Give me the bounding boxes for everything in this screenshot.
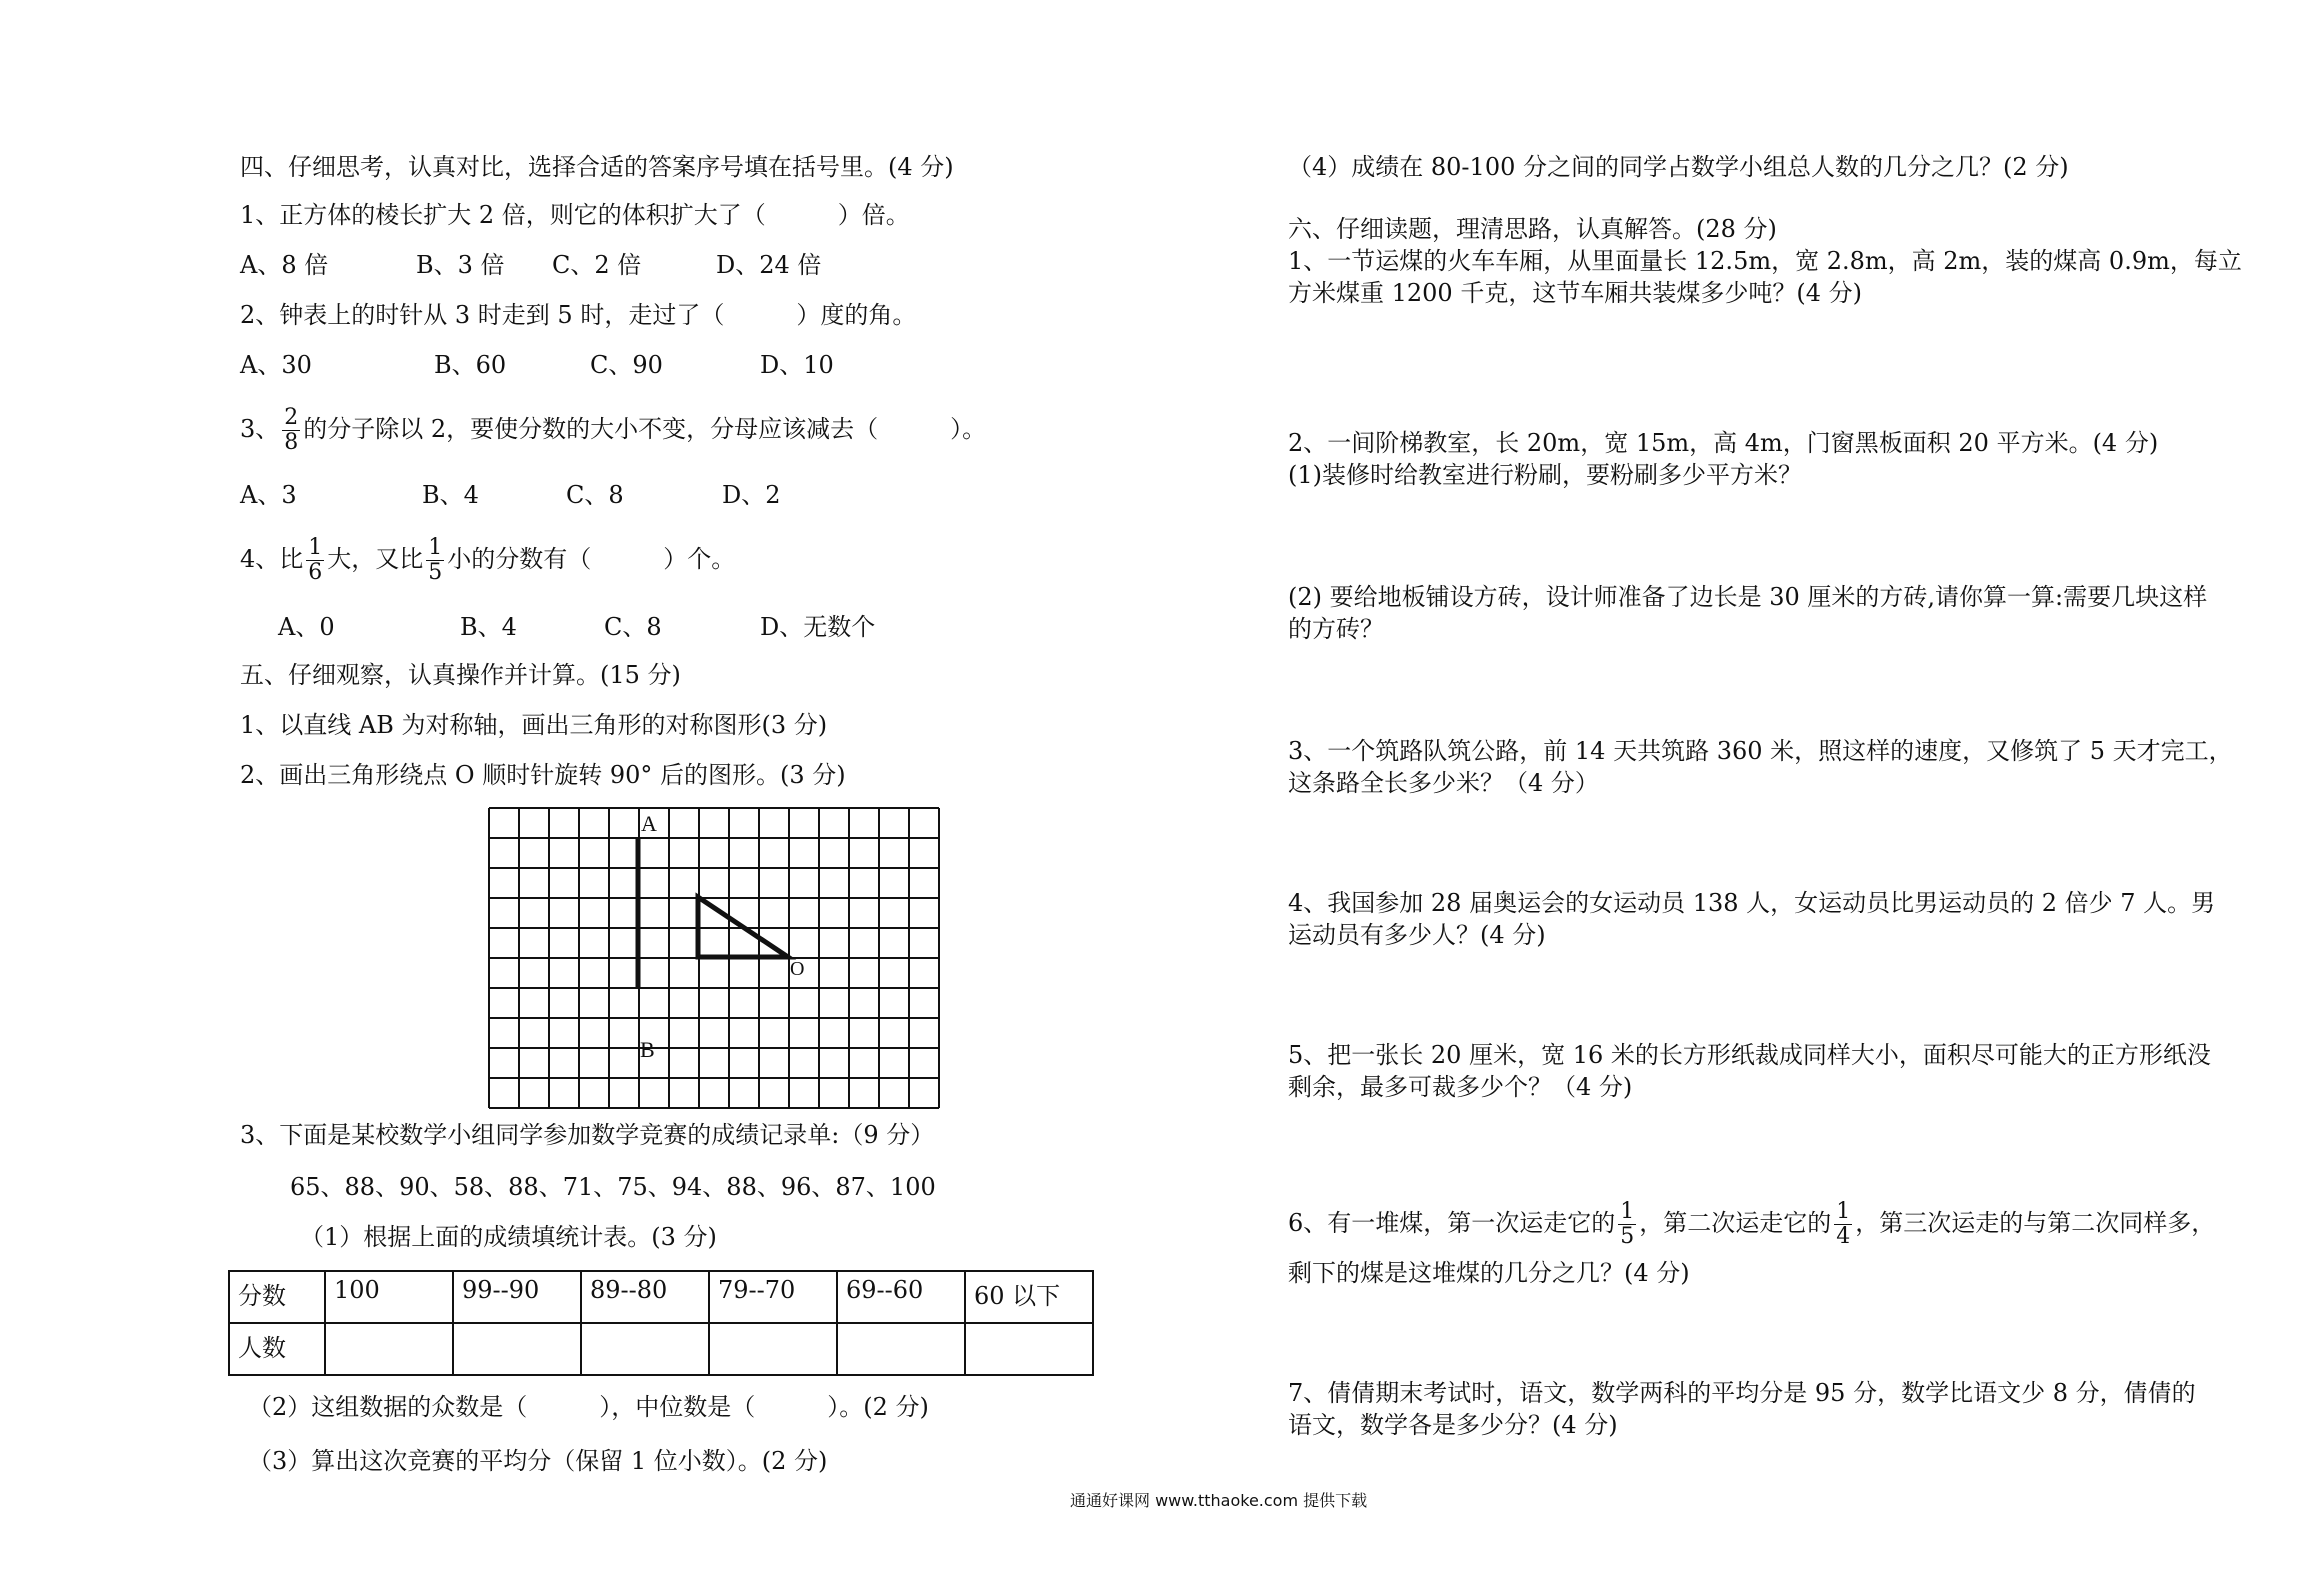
table-row	[229, 1323, 1093, 1375]
question-6-5: 5、把一张长 20 厘米，宽 16 米的长方形纸裁成同样大小，面积尽可能大的正方形纸没	[1288, 1041, 2211, 1069]
question-6-3-cont: 这条路全长多少米？（4 分）	[1288, 769, 1599, 797]
question-5-3-3: （3）算出这次竞赛的平均分（保留 1 位小数）。(2 分)	[248, 1447, 828, 1475]
option-a: A、0	[278, 613, 335, 641]
question-6-4-cont: 运动员有多少人？(4 分)	[1288, 921, 1546, 949]
question-5-3-1: （1）根据上面的成绩填统计表。(3 分)	[300, 1223, 717, 1251]
option-a: A、3	[240, 481, 297, 509]
question-6-2: 2、一间阶梯教室，长 20m，宽 15m，高 4m，门窗黑板面积 20 平方米。(4 分)	[1288, 429, 2159, 457]
table-cell: 分数	[229, 1271, 325, 1323]
option-d: D、24 倍	[716, 251, 822, 279]
table-row	[229, 1271, 1093, 1323]
question-5-3: 3、下面是某校数学小组同学参加数学竞赛的成绩记录单:（9 分）	[240, 1121, 935, 1149]
grid-figure	[488, 807, 942, 1123]
table-cell[interactable]	[709, 1323, 837, 1375]
fraction: $\frac{1}{5}$	[1620, 1199, 1635, 1249]
option-c: C、8	[604, 613, 662, 641]
question-5-3-2: （2）这组数据的众数是（ ），中位数是（ ）。(2 分)	[248, 1393, 929, 1421]
option-c: C、8	[566, 481, 624, 509]
question-6-1: 1、一节运煤的火车车厢，从里面量长 12.5m，宽 2.8m，高 2m，装的煤高 0.9m，每立	[1288, 247, 2242, 275]
question-4-4: 4、比 $\frac{1}{6}$ 大，又比 $\frac{1}{5}$ 小的分数有（ ）个。	[240, 535, 736, 585]
option-d: D、10	[760, 351, 834, 379]
question-4-1: 1、正方体的棱长扩大 2 倍，则它的体积扩大了（ ）倍。	[240, 201, 910, 229]
table-cell: 60 以下	[965, 1271, 1093, 1323]
option-b: B、4	[460, 613, 517, 641]
label-a: A	[641, 811, 657, 836]
option-a: A、8 倍	[240, 251, 329, 279]
footer-credit: 通通好课网 www.tthaoke.com 提供下载	[1070, 1491, 1368, 1510]
question-6-7-cont: 语文，数学各是多少分？(4 分)	[1288, 1411, 1618, 1439]
question-4-3: 3、 $\frac{2}{8}$ 的分子除以 2，要使分数的大小不变，分母应该减去（ ）。	[240, 405, 987, 455]
table-cell[interactable]	[965, 1323, 1093, 1375]
table-cell: 79--70	[709, 1271, 837, 1323]
option-a: A、30	[240, 351, 312, 379]
fraction: $\frac{2}{8}$	[284, 405, 299, 455]
table-cell[interactable]	[453, 1323, 581, 1375]
question-6-2-1: (1)装修时给教室进行粉刷，要粉刷多少平方米？	[1288, 461, 1802, 489]
question-6-4: 4、我国参加 28 届奥运会的女运动员 138 人，女运动员比男运动员的 2 倍少 7 人。男	[1288, 889, 2216, 917]
fraction: $\frac{1}{4}$	[1836, 1199, 1851, 1249]
section-6-title: 六、仔细读题，理清思路，认真解答。(28 分)	[1288, 215, 1777, 243]
question-6-2-2-cont: 的方砖？	[1288, 615, 1384, 643]
table-cell: 人数	[229, 1323, 325, 1375]
question-5-3-4: （4）成绩在 80-100 分之间的同学占数学小组总人数的几分之几？(2 分)	[1288, 153, 2069, 181]
table-cell: 69--60	[837, 1271, 965, 1323]
question-6-5-cont: 剩余，最多可裁多少个？（4 分)	[1288, 1073, 1633, 1101]
option-d: D、无数个	[760, 613, 876, 641]
option-d: D、2	[722, 481, 781, 509]
label-o: O	[790, 958, 805, 980]
question-6-6-cont: 剩下的煤是这堆煤的几分之几？(4 分)	[1288, 1259, 1690, 1287]
question-6-2-2: (2) 要给地板铺设方砖，设计师准备了边长是 30 厘米的方砖,请你算一算:需要几块这样	[1288, 583, 2208, 611]
table-cell[interactable]	[837, 1323, 965, 1375]
option-b: B、60	[434, 351, 507, 379]
question-6-7: 7、倩倩期末考试时，语文，数学两科的平均分是 95 分，数学比语文少 8 分，倩倩的	[1288, 1379, 2196, 1407]
option-b: B、4	[422, 481, 479, 509]
section-4-title: 四、仔细思考，认真对比，选择合适的答案序号填在括号里。(4 分)	[240, 153, 954, 181]
question-6-3: 3、一个筑路队筑公路，前 14 天共筑路 360 米，照这样的速度，又修筑了 5 天才完工，	[1288, 737, 2233, 765]
question-4-2: 2、钟表上的时针从 3 时走到 5 时，走过了（ ）度的角。	[240, 301, 917, 329]
statistics-table	[228, 1270, 1094, 1376]
option-b: B、3 倍	[416, 251, 505, 279]
fraction: $\frac{1}{5}$	[428, 535, 443, 585]
question-5-1: 1、以直线 AB 为对称轴，画出三角形的对称图形(3 分)	[240, 711, 828, 739]
fraction: $\frac{1}{6}$	[308, 535, 323, 585]
table-cell[interactable]	[581, 1323, 709, 1375]
question-6-1-cont: 方米煤重 1200 千克，这节车厢共装煤多少吨？(4 分)	[1288, 279, 1862, 307]
section-5-title: 五、仔细观察，认真操作并计算。(15 分)	[240, 661, 681, 689]
label-b: B	[640, 1037, 655, 1062]
score-list: 65、88、90、58、88、71、75、94、88、96、87、100	[290, 1173, 936, 1201]
table-cell: 100	[325, 1271, 453, 1323]
question-6-6: 6、有一堆煤，第一次运走它的 $\frac{1}{5}$ ，第二次运走它的 $\frac{1}{4}$ ，第三次运走的与第二次同样多，	[1288, 1199, 2216, 1249]
question-5-2: 2、画出三角形绕点 O 顺时针旋转 90° 后的图形。(3 分)	[240, 761, 846, 789]
table-cell: 89--80	[581, 1271, 709, 1323]
table-cell[interactable]	[325, 1323, 453, 1375]
option-c: C、2 倍	[552, 251, 642, 279]
table-cell: 99--90	[453, 1271, 581, 1323]
option-c: C、90	[590, 351, 663, 379]
